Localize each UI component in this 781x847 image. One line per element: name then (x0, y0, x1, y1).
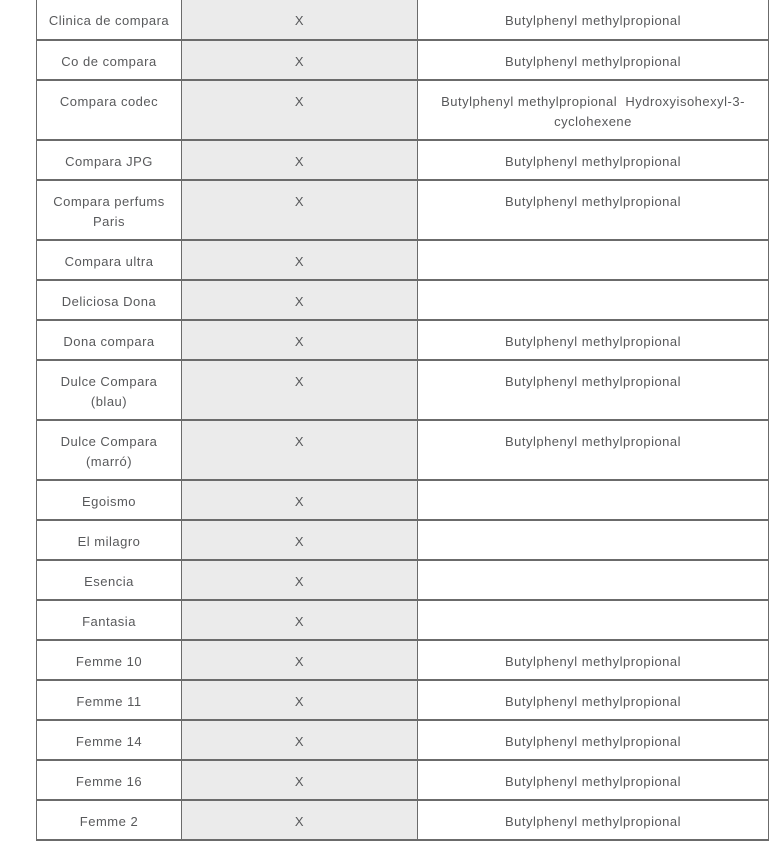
substances-cell: Butylphenyl methylpropional (418, 680, 769, 720)
product-name-cell: Co de compara (37, 40, 182, 80)
mark-cell: X (182, 80, 418, 140)
mark-cell: X (182, 180, 418, 240)
mark-cell: X (182, 800, 418, 840)
substances-cell: Butylphenyl methylpropional (418, 760, 769, 800)
mark-cell: X (182, 640, 418, 680)
substances-cell: Butylphenyl methylpropional (418, 360, 769, 420)
substances-cell: Butylphenyl methylpropional (418, 0, 769, 40)
table-row (37, 140, 769, 180)
mark-cell: X (182, 40, 418, 80)
substances-cell (418, 240, 769, 280)
substances-cell: Butylphenyl methylpropional (418, 800, 769, 840)
product-name-cell: Femme 10 (37, 640, 182, 680)
table-row (37, 480, 769, 520)
substances-cell: Butylphenyl methylpropional (418, 420, 769, 480)
table-row (37, 420, 769, 480)
mark-cell: X (182, 140, 418, 180)
table-row (37, 0, 769, 40)
substances-cell: Butylphenyl methylpropional (418, 140, 769, 180)
product-name-cell: Compara codec (37, 80, 182, 140)
product-name-cell: Femme 14 (37, 720, 182, 760)
substances-cell: Butylphenyl methylpropional Hydroxyisohexyl-3-cyclohexene (418, 80, 769, 140)
substances-cell: Butylphenyl methylpropional (418, 720, 769, 760)
substances-cell (418, 280, 769, 320)
table-row (37, 520, 769, 560)
substances-cell: Butylphenyl methylpropional (418, 180, 769, 240)
mark-cell: X (182, 680, 418, 720)
product-name-cell: Fantasia (37, 600, 182, 640)
mark-cell: X (182, 600, 418, 640)
substances-cell: Butylphenyl methylpropional (418, 40, 769, 80)
table-row (37, 180, 769, 240)
mark-cell: X (182, 520, 418, 560)
product-name-cell: Dona compara (37, 320, 182, 360)
mark-cell: X (182, 760, 418, 800)
product-name-cell: Compara JPG (37, 140, 182, 180)
table-row (37, 240, 769, 280)
mark-cell: X (182, 320, 418, 360)
table-row (37, 720, 769, 760)
product-name-cell: Clinica de compara (37, 0, 182, 40)
mark-cell: X (182, 0, 418, 40)
substances-cell: Butylphenyl methylpropional (418, 320, 769, 360)
product-name-cell: Dulce Compara (marró) (37, 420, 182, 480)
product-name-cell: Femme 11 (37, 680, 182, 720)
substances-cell (418, 520, 769, 560)
substances-cell (418, 600, 769, 640)
substances-cell (418, 480, 769, 520)
substances-cell (418, 560, 769, 600)
table-row (37, 800, 769, 840)
mark-cell: X (182, 480, 418, 520)
table-row (37, 40, 769, 80)
table-row (37, 600, 769, 640)
product-name-cell: Compara perfums Paris (37, 180, 182, 240)
table-row (37, 360, 769, 420)
product-name-cell: Dulce Compara (blau) (37, 360, 182, 420)
table-row (37, 280, 769, 320)
mark-cell: X (182, 360, 418, 420)
substances-table (36, 0, 769, 841)
product-name-cell: Esencia (37, 560, 182, 600)
table-row (37, 80, 769, 140)
mark-cell: X (182, 280, 418, 320)
table-row (37, 320, 769, 360)
product-name-cell: Femme 16 (37, 760, 182, 800)
table-row (37, 560, 769, 600)
table-row (37, 760, 769, 800)
mark-cell: X (182, 560, 418, 600)
product-name-cell: Egoismo (37, 480, 182, 520)
mark-cell: X (182, 240, 418, 280)
mark-cell: X (182, 720, 418, 760)
product-name-cell: Femme 2 (37, 800, 182, 840)
table-row (37, 680, 769, 720)
mark-cell: X (182, 420, 418, 480)
product-name-cell: Deliciosa Dona (37, 280, 182, 320)
product-name-cell: Compara ultra (37, 240, 182, 280)
product-name-cell: El milagro (37, 520, 182, 560)
table-row (37, 640, 769, 680)
substances-cell: Butylphenyl methylpropional (418, 640, 769, 680)
substances-table-body (37, 0, 769, 840)
